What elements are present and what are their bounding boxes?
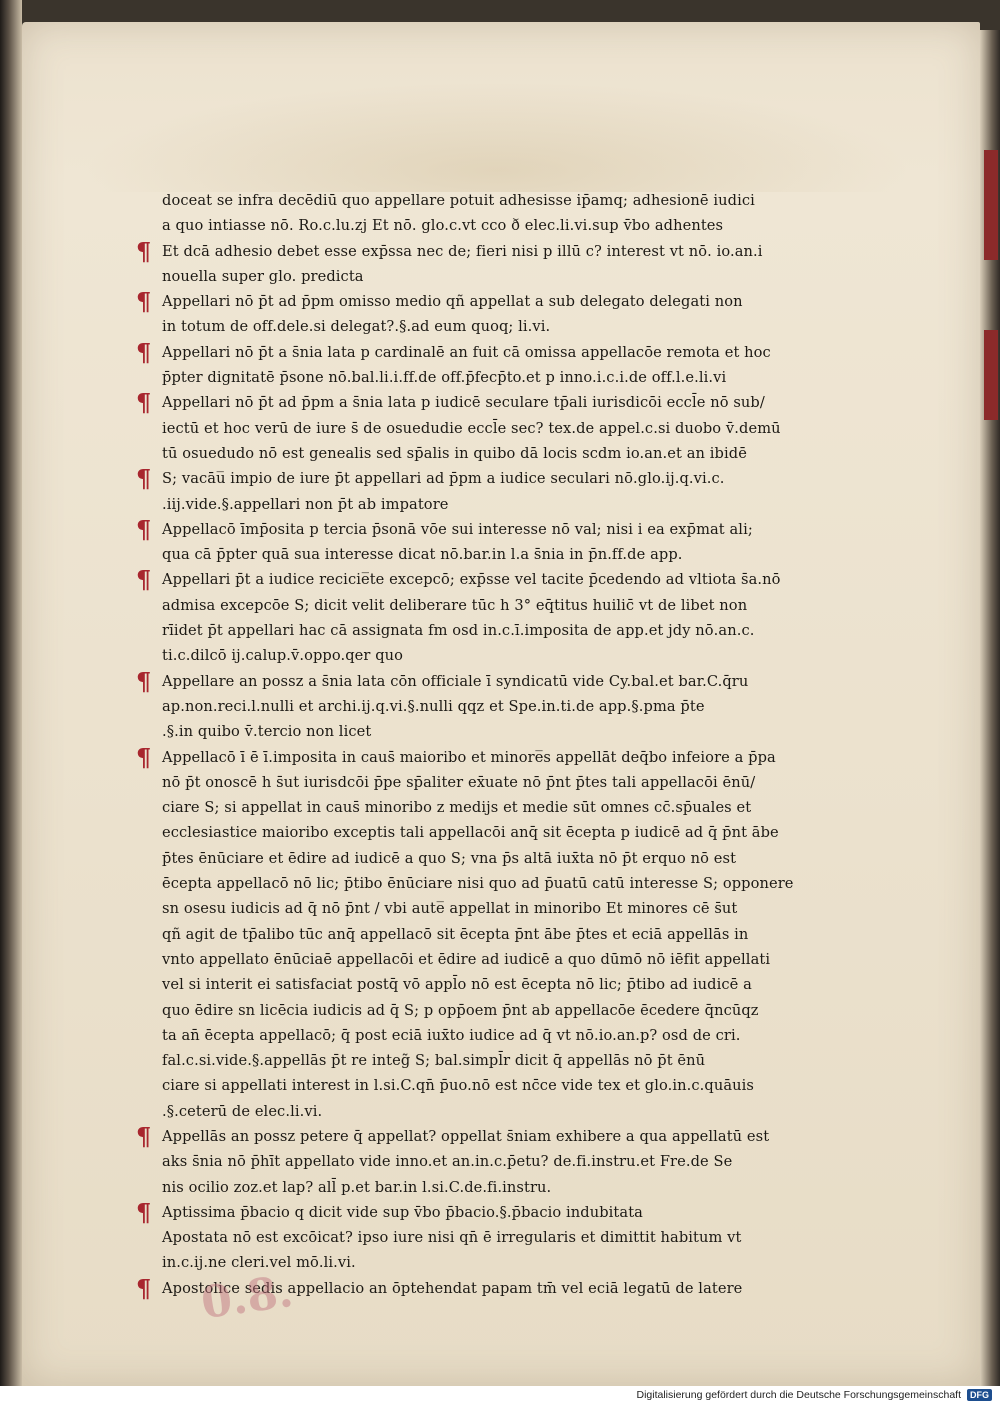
line-text: Aptissima p̄bacio q dicit vide sup v̄bo p̄bacio.§.p̄bacio indubitata <box>162 1203 643 1221</box>
text-line <box>162 1023 852 1048</box>
paragraph-start-line <box>136 464 852 494</box>
line-text: doceat se infra decēdiū quo appellare potuit adhesisse ip̄amq; adhesionē iudici <box>162 192 755 209</box>
line-text: admisa excepcōe S; dicit velit deliberare tūc h 3° eq̄titus huilic̄ vt de libet non <box>162 596 748 614</box>
right-page-edge <box>980 30 1000 1386</box>
text-line <box>162 593 852 618</box>
rubric-mark-icon: ¶ <box>136 1121 152 1151</box>
rubric-mark-icon: ¶ <box>136 1197 152 1227</box>
rubric-mark-icon: ¶ <box>136 388 152 418</box>
line-text: p̄pter dignitatē p̄sone nō.bal.li.i.ff.de off.p̄fecp̄to.et p inno.i.c.i.de off.l.e.li.vi <box>162 369 727 387</box>
line-text: ti.c.dilcō ij.calup.v̄.oppo.qer quo <box>162 647 404 665</box>
line-text: in.c.ij.ne cleri.vel mō.li.vi. <box>162 1254 356 1272</box>
line-text: ciare si appellati interest in l.si.C.qn̄ p̄uo.nō est nc̄ce vide tex et glo.in.c.quāuis <box>162 1077 754 1095</box>
paragraph-start-line <box>136 337 852 367</box>
red-edge-tab <box>984 330 998 420</box>
footer-credit: Digitalisierung gefördert durch die Deutsche Forschungsgemeinschaft <box>636 1389 961 1401</box>
line-text: a quo intiasse nō. Ro.c.lu.zj Et nō. glo.c.vt cco ð elec.li.vi.sup v̄bo adhentes <box>162 217 724 235</box>
paragraph-start-line <box>136 565 852 595</box>
line-text: qua cā p̄pter quā sua interesse dicat nō.bar.in l.a s̄nia in p̄n.ff.de app. <box>162 546 683 564</box>
line-text: Appellacō ī ē ī.imposita in caus̄ maioribo et minore̅s appellāt deq̄bo infeiore a p̄pa <box>162 748 776 766</box>
text-line <box>162 896 852 921</box>
line-text: vnto appellato ēnūciaē appellacōi et ēdire ad iudicē a quo dūmō nō iēfit appellati <box>162 950 771 968</box>
text-line <box>162 972 852 997</box>
text-line <box>162 1073 852 1098</box>
water-stain <box>82 82 912 192</box>
paragraph-start-line <box>136 1121 852 1151</box>
text-line <box>162 492 852 517</box>
paragraph-start-line <box>136 666 852 696</box>
line-text: aks s̄nia nō p̄hīt appellato vide inno.et an.in.c.p̄etu? de.fi.instru.et Fre.de Se <box>162 1153 733 1171</box>
line-text: Apostolice sedis appellacio an ōptehendat papam tm̄ vel eciā legatū de latere <box>162 1279 743 1297</box>
rubric-mark-icon: ¶ <box>136 1273 152 1303</box>
rubric-mark-icon: ¶ <box>136 287 152 317</box>
text-line <box>162 264 852 289</box>
line-text: Appellacō īmp̄osita p tercia p̄sonā vōe sui interesse nō val; nisi i ea exp̄mat ali; <box>162 520 753 538</box>
text-line <box>162 213 852 238</box>
rubric-mark-icon: ¶ <box>136 236 152 266</box>
rubric-mark-icon: ¶ <box>136 337 152 367</box>
line-text: p̄tes ēnūciare et ēdire ad iudicē a quo S; vna p̄s altā iux̄ta nō p̄t erquo nō est <box>162 849 737 867</box>
dfg-logo: DFG <box>967 1389 992 1401</box>
text-line <box>162 314 852 339</box>
paragraph-start-line <box>136 388 852 418</box>
text-line <box>162 542 852 567</box>
line-text: nis ocilio zoz.et lap? all̄ p.et bar.in l.si.C.de.fi.instru. <box>162 1178 552 1196</box>
rubric-mark-icon: ¶ <box>136 742 152 772</box>
library-stamp: 0.8. <box>197 1265 297 1329</box>
line-text: Apostata nō est excōicat? ipso iure nisi qn̄ ē irregularis et dimittit habitum vt <box>162 1229 742 1247</box>
line-text: Appellari nō p̄t a s̄nia lata p cardinalē an fuit cā omissa appellacōe remota et hoc <box>162 343 771 361</box>
left-binding <box>0 0 22 1386</box>
line-text: ta an̄ ēcepta appellacō; q̄ post eciā iux̄to iudice ad q̄ vt nō.io.an.p? osd de cri. <box>162 1026 741 1044</box>
line-text: Appellās an possz petere q̄ appellat? oppellat s̄niam exhibere a qua appellatū est <box>162 1127 770 1145</box>
text-line <box>162 770 852 795</box>
text-line <box>162 1149 852 1174</box>
text-line <box>162 846 852 871</box>
book-page <box>22 22 980 1386</box>
line-text: nouella super glo. predicta <box>162 267 364 285</box>
line-text: ciare S; si appellat in caus̄ minoribo z medijs et medie sūt omnes cc̄.sp̄uales et <box>162 799 752 817</box>
line-text: sn osesu iudicis ad q̄ nō p̄nt / vbi aute̅ appellat in minoribo Et minores cē s̄ut <box>162 900 738 918</box>
line-text: .§.ceterū de elec.li.vi. <box>162 1102 323 1120</box>
line-text: Appellari nō p̄t ad p̄pm omisso medio qñ appellat a sub delegato delegati non <box>162 293 743 311</box>
paragraph-start-line <box>136 514 852 544</box>
line-text: in totum de off.dele.si delegat?.§.ad eum quoq; li.vi. <box>162 318 551 336</box>
rubric-mark-icon: ¶ <box>136 464 152 494</box>
line-text: nō p̄t onoscē h s̄ut iurisdcōi p̄pe sp̄aliter ex̄uate nō p̄nt p̄tes tali appellacōi ēnū/ <box>162 773 756 791</box>
line-text: rīidet p̄t appellari hac cā assignata fm osd in.c.ī.imposita de app.et jdy nō.an.c. <box>162 622 755 640</box>
text-line <box>162 365 852 390</box>
text-line <box>162 922 852 947</box>
line-text: ēcepta appellacō nō lic; p̄tibo ēnūciare nisi quo ad p̄uatū catū interesse S; opponere <box>162 875 794 893</box>
rubric-mark-icon: ¶ <box>136 565 152 595</box>
footer-bar <box>0 1386 1000 1404</box>
text-line <box>162 947 852 972</box>
text-line <box>162 618 852 643</box>
text-line <box>162 694 852 719</box>
line-text: Appellari p̄t a iudice recicie̅te excepcō; exp̄sse vel tacite p̄cedendo ad vltiota s̄a.nō <box>162 571 781 589</box>
paragraph-start-line <box>136 287 852 317</box>
text-line <box>162 643 852 668</box>
paragraph-start-line <box>136 236 852 266</box>
line-text: vel si interit ei satisfaciat postq̄ vō appl̄o nō est ēcepta nō lic; p̄tibo ad iudicē a <box>162 976 752 994</box>
text-line <box>162 1099 852 1124</box>
line-text: .§.in quibo v̄.tercio non licet <box>162 723 372 741</box>
line-text: Appellare an possz a s̄nia lata cōn officiale ī syndicatū vide Cy.bal.et bar.C.q̄ru <box>162 672 749 690</box>
paragraph-start-line <box>136 742 852 772</box>
text-line <box>162 441 852 466</box>
text-line <box>162 188 852 213</box>
line-text: S; vacāu̅ impio de iure p̄t appellari ad p̄pm a iudice seculari nō.glo.ij.q.vi.c. <box>162 470 725 488</box>
line-text: quo ēdire sn licēcia iudicis ad q̄ S; p opp̄oem p̄nt ab appellacōe ēcedere q̄ncūqz <box>162 1001 759 1019</box>
text-line <box>162 820 852 845</box>
line-text: .iij.vide.§.appellari non p̄t ab impatore <box>162 495 449 513</box>
line-text: fal.c.si.vide.§.appellās p̄t re integ̃ S; bal.simpl̄r dicit q̄ appellās nō p̄t ēnū <box>162 1052 706 1070</box>
text-column <box>136 188 852 1303</box>
paragraph-start-line <box>136 1197 852 1227</box>
red-edge-tab <box>984 150 998 260</box>
rubric-mark-icon: ¶ <box>136 514 152 544</box>
text-line <box>162 416 852 441</box>
line-text: Appellari nō p̄t ad p̄pm a s̄nia lata p iudicē seculare tp̄ali iurisdicōi eccl̄e nō sub/ <box>162 394 765 412</box>
line-text: qñ agit de tp̄alibo tūc anq̄ appellacō sit ēcepta p̄nt ābe p̄tes et eciā appellās in <box>162 925 749 943</box>
rubric-mark-icon: ¶ <box>136 666 152 696</box>
line-text: Et dcā adhesio debet esse exp̄ssa nec de; fieri nisi p illū c? interest vt nō. io.an.i <box>162 242 763 260</box>
text-line <box>162 871 852 896</box>
text-line <box>162 998 852 1023</box>
line-text: ecclesiastice maioribo exceptis tali appellacōi anq̄ sit ēcepta p iudicē ad q̄ p̄nt ābe <box>162 824 779 842</box>
text-line <box>162 1175 852 1200</box>
line-text: ap.non.reci.l.nulli et archi.ij.q.vi.§.nulli qqz et Spe.in.ti.de app.§.pma p̄te <box>162 697 705 715</box>
text-line <box>162 1048 852 1073</box>
line-text: tū osuedudo nō est genealis sed sp̄alis in quibo dā locis scdm io.an.et an ibidē <box>162 444 747 462</box>
line-text: iectū et hoc verū de iure s̄ de osuedudie eccl̄e sec? tex.de appel.c.si duobo v̄.demū <box>162 419 781 437</box>
text-line <box>162 795 852 820</box>
text-line <box>162 719 852 744</box>
